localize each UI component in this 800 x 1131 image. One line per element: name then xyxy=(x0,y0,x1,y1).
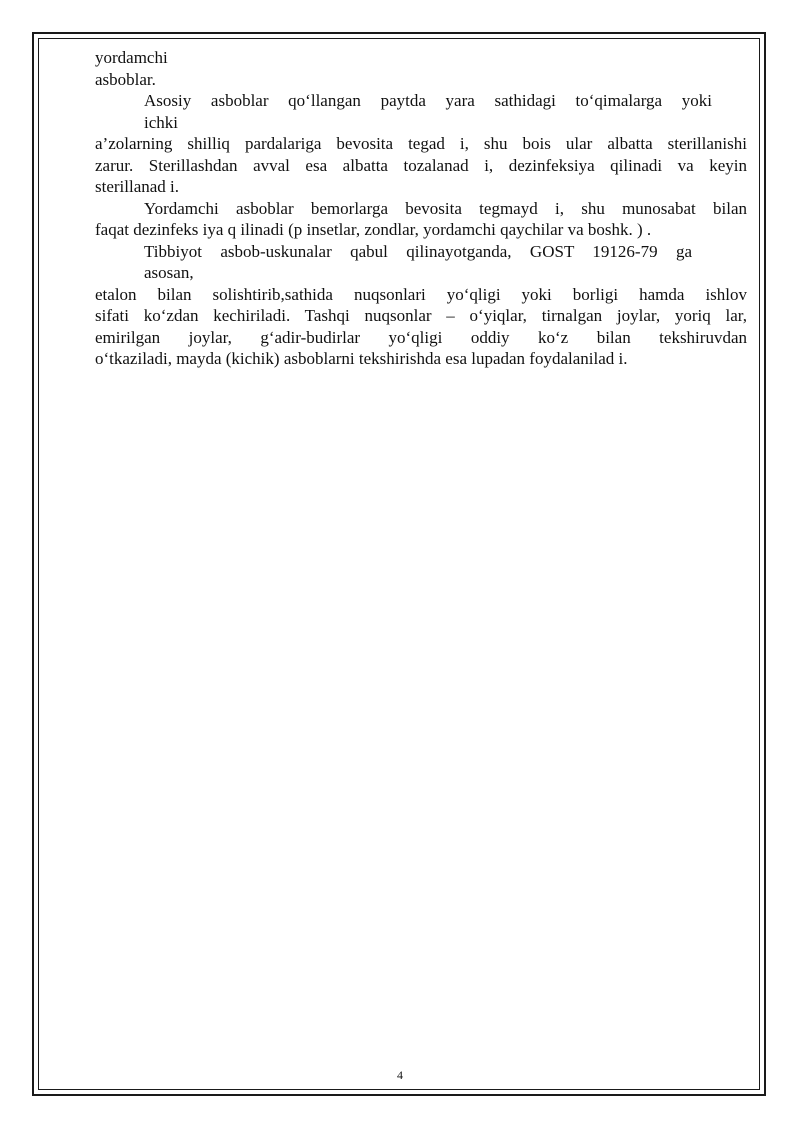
page-number: 4 xyxy=(397,1068,403,1082)
text-line: Tibbiyot asbob-uskunalar qabul qilinayotganda, GOST 19126-79 ga xyxy=(144,241,692,261)
text-line: sifati ko‘zdan kechiriladi. Tashqi nuqsonlar – o‘yiqlar, tirnalgan joylar, yoriq lar, xyxy=(95,306,747,325)
text-line: asosan, xyxy=(144,263,194,282)
text-line: Yordamchi asboblar bemorlarga bevosita tegmayd i, shu munosabat bilan xyxy=(144,198,747,218)
text-line: o‘tkaziladi, mayda (kichik) asboblarni tekshirishda esa lupadan foydalanilad i. xyxy=(95,349,628,368)
text-line: emirilgan joylar, g‘adir-budirlar yo‘qligi oddiy ko‘z bilan tekshiruvdan xyxy=(95,327,747,347)
text-line: zarur. Sterillashdan avval esa albatta tozalanad i, dezinfeksiya qilinadi va keyin xyxy=(95,155,747,175)
text-line: ichki xyxy=(144,112,178,132)
text-line: a’zolarning shilliq pardalariga bevosita tegad i, shu bois ular albatta sterillanishi xyxy=(95,134,747,153)
document-body xyxy=(95,47,747,370)
text-line: sterillanad i. xyxy=(95,177,180,196)
text-line: yordamchi xyxy=(95,48,168,67)
text-line: asboblar. xyxy=(95,69,156,89)
text-line: Asosiy asboblar qo‘llangan paytda yara sathidagi to‘qimalarga yoki xyxy=(144,91,712,110)
text-line: faqat dezinfeks iya q ilinadi (p insetlar, zondlar, yordamchi qaychilar va boshk. ) . xyxy=(95,220,652,239)
text-line: etalon bilan solishtirib,sathida nuqsonlari yo‘qligi yoki borligi hamda ishlov xyxy=(95,284,747,304)
